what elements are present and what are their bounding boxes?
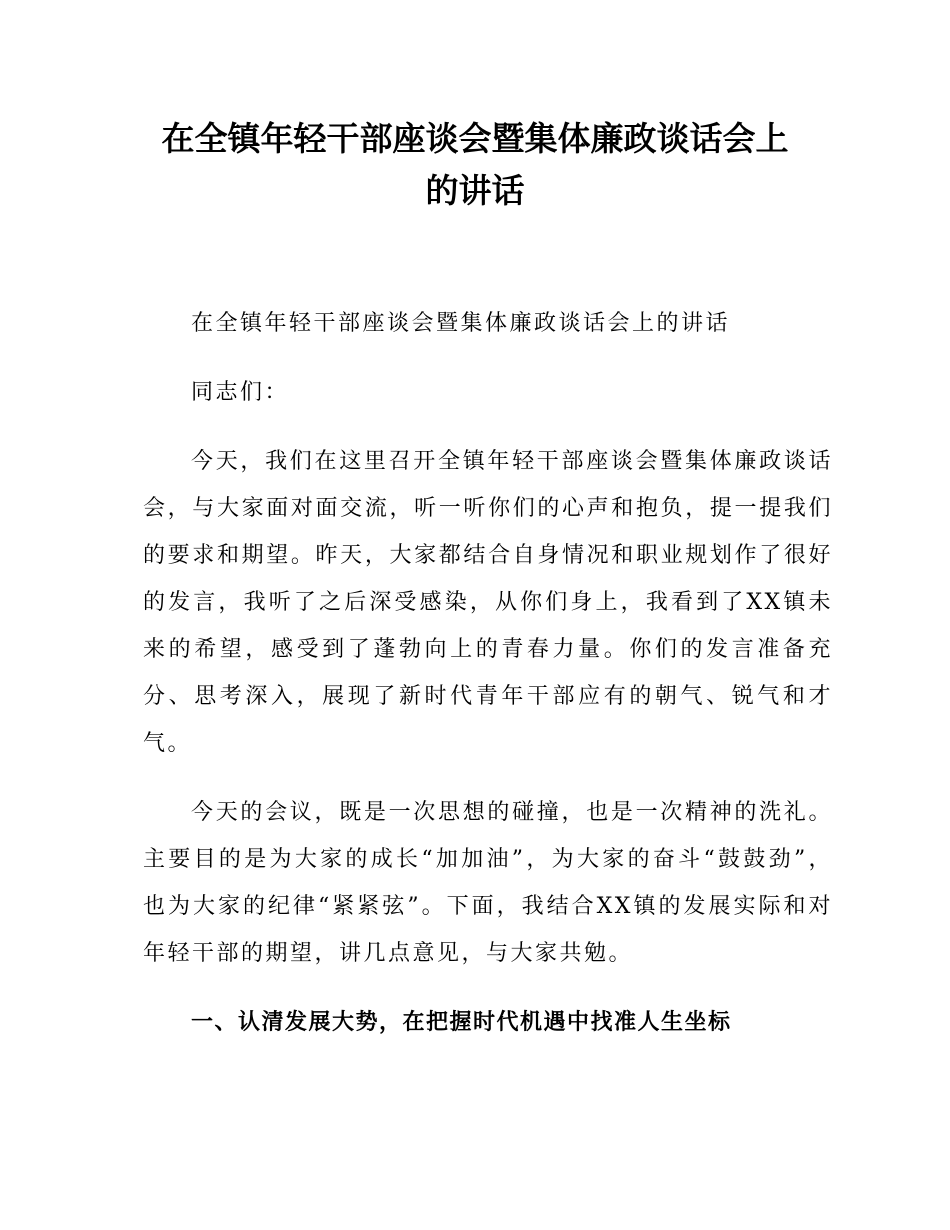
title-line-1: 在全镇年轻干部座谈会暨集体廉政谈话会上: [161, 119, 789, 158]
section-heading-1: 一、认清发展大势，在把握时代机遇中找准人生坐标: [191, 1010, 732, 1035]
body-paragraph-1: 今天，我们在这里召开全镇年轻干部座谈会暨集体廉政谈话会，与大家面对面交流，听一听你们的心声和抱负，提一提我们的要求和期望。昨天，大家都结合自身情况和职业规划作了很好的发言，我听了之后深受感染，从你们身上，我看到了XX镇未来的希望，感受到了蓬勃向上的青春力量。你们的发言准备充分、思考深入，展现了新时代青年干部应有的朝气、锐气和才气。: [143, 449, 833, 756]
body-paragraph-2: 今天的会议，既是一次思想的碰撞，也是一次精神的洗礼。主要目的是为大家的成长“加加油”，为大家的奋斗“鼓鼓劲”，也为大家的纪律“紧紧弦”。下面，我结合XX镇的发展实际和对年轻干部的期望，讲几点意见，与大家共勉。: [143, 800, 833, 966]
document-body: [143, 300, 833, 1046]
title-line-2: 的讲话: [425, 171, 525, 210]
subtitle-paragraph: 在全镇年轻干部座谈会暨集体廉政谈话会上的讲话: [191, 311, 731, 336]
salutation-paragraph: 同志们：: [191, 380, 290, 405]
document-title: [120, 113, 830, 217]
